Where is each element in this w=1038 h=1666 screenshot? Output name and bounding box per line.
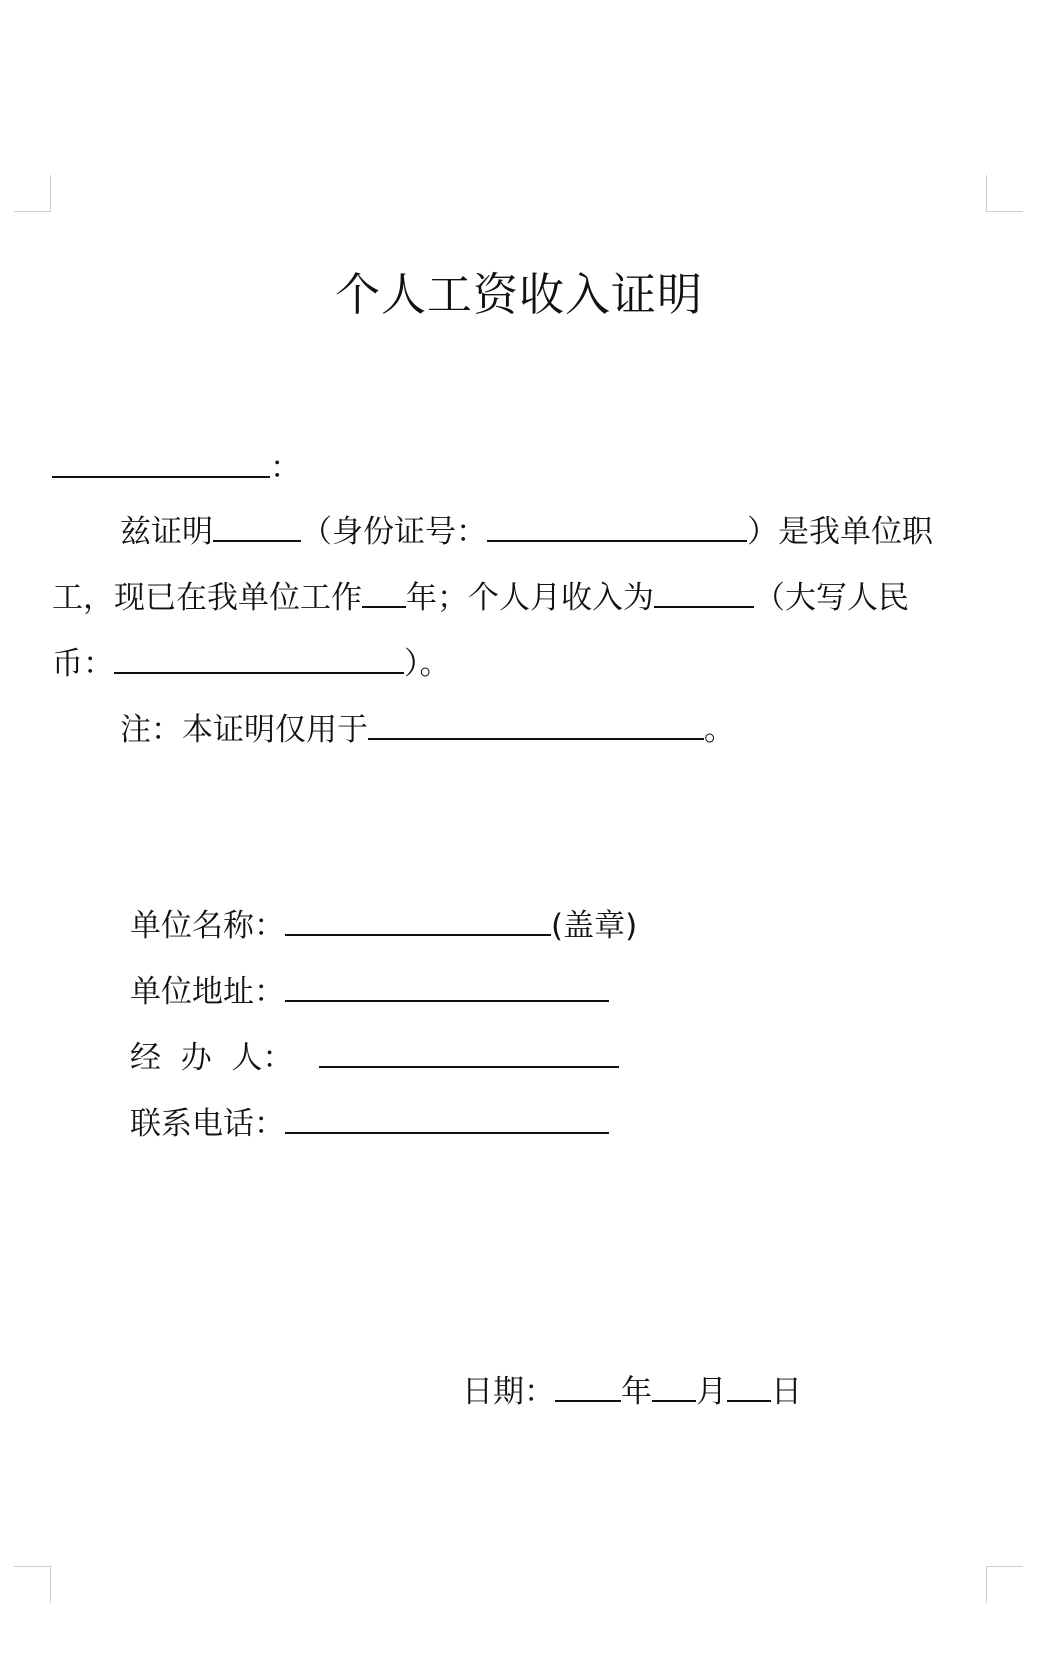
document-title: 个人工资收入证明 xyxy=(334,268,703,321)
crop-mark-bottom-right xyxy=(986,1566,1023,1603)
capital-currency-label: 币： xyxy=(52,646,114,682)
date-label: 日期： xyxy=(462,1374,555,1410)
monthly-income-blank[interactable] xyxy=(654,576,754,608)
contact-phone-label: 联系电话： xyxy=(130,1106,285,1142)
seal-label: (盖章) xyxy=(551,908,638,944)
unit-name-blank[interactable] xyxy=(285,904,551,936)
date-month-blank[interactable] xyxy=(652,1370,696,1402)
contact-phone-row xyxy=(130,1102,609,1145)
id-number-blank[interactable] xyxy=(487,510,747,542)
usage-note xyxy=(120,708,735,751)
unit-name-row xyxy=(130,904,637,947)
handler-row xyxy=(130,1036,619,1079)
usage-note-suffix: 。 xyxy=(704,712,735,748)
recipient-line xyxy=(52,446,301,489)
crop-mark-top-right xyxy=(986,175,1023,212)
date-year-blank[interactable] xyxy=(555,1370,621,1402)
capital-amount-blank[interactable] xyxy=(114,642,404,674)
date-day-blank[interactable] xyxy=(727,1370,771,1402)
date-day-label: 日 xyxy=(771,1374,802,1410)
employee-name-blank[interactable] xyxy=(213,510,301,542)
usage-note-prefix: 注：本证明仅用于 xyxy=(120,712,368,748)
unit-name-label: 单位名称： xyxy=(130,908,285,944)
date-month-label: 月 xyxy=(696,1374,727,1410)
certify-line-2 xyxy=(52,576,909,619)
id-number-close: ）是我单位职 xyxy=(747,514,933,550)
certify-prefix: 兹证明 xyxy=(120,514,213,550)
monthly-income-prefix: 年；个人月收入为 xyxy=(406,580,654,616)
unit-address-row xyxy=(130,970,609,1013)
handler-label: 经 办 人： xyxy=(130,1040,294,1076)
handler-blank[interactable] xyxy=(319,1036,619,1068)
recipient-blank[interactable] xyxy=(52,446,270,478)
work-years-prefix: 工，现已在我单位工作 xyxy=(52,580,362,616)
certify-line-1 xyxy=(120,510,933,553)
unit-address-label: 单位地址： xyxy=(130,974,285,1010)
recipient-colon: ： xyxy=(270,450,301,486)
capital-amount-open: （大写人民 xyxy=(754,580,909,616)
crop-mark-bottom-left xyxy=(14,1566,51,1603)
usage-purpose-blank[interactable] xyxy=(368,708,704,740)
id-number-open: （身份证号： xyxy=(301,514,487,550)
capital-amount-close: ）。 xyxy=(404,646,451,682)
unit-address-blank[interactable] xyxy=(285,970,609,1002)
date-row xyxy=(462,1370,802,1413)
date-year-label: 年 xyxy=(621,1374,652,1410)
contact-phone-blank[interactable] xyxy=(285,1102,609,1134)
work-years-blank[interactable] xyxy=(362,576,406,608)
crop-mark-top-left xyxy=(14,175,51,212)
certify-line-3 xyxy=(52,642,451,685)
